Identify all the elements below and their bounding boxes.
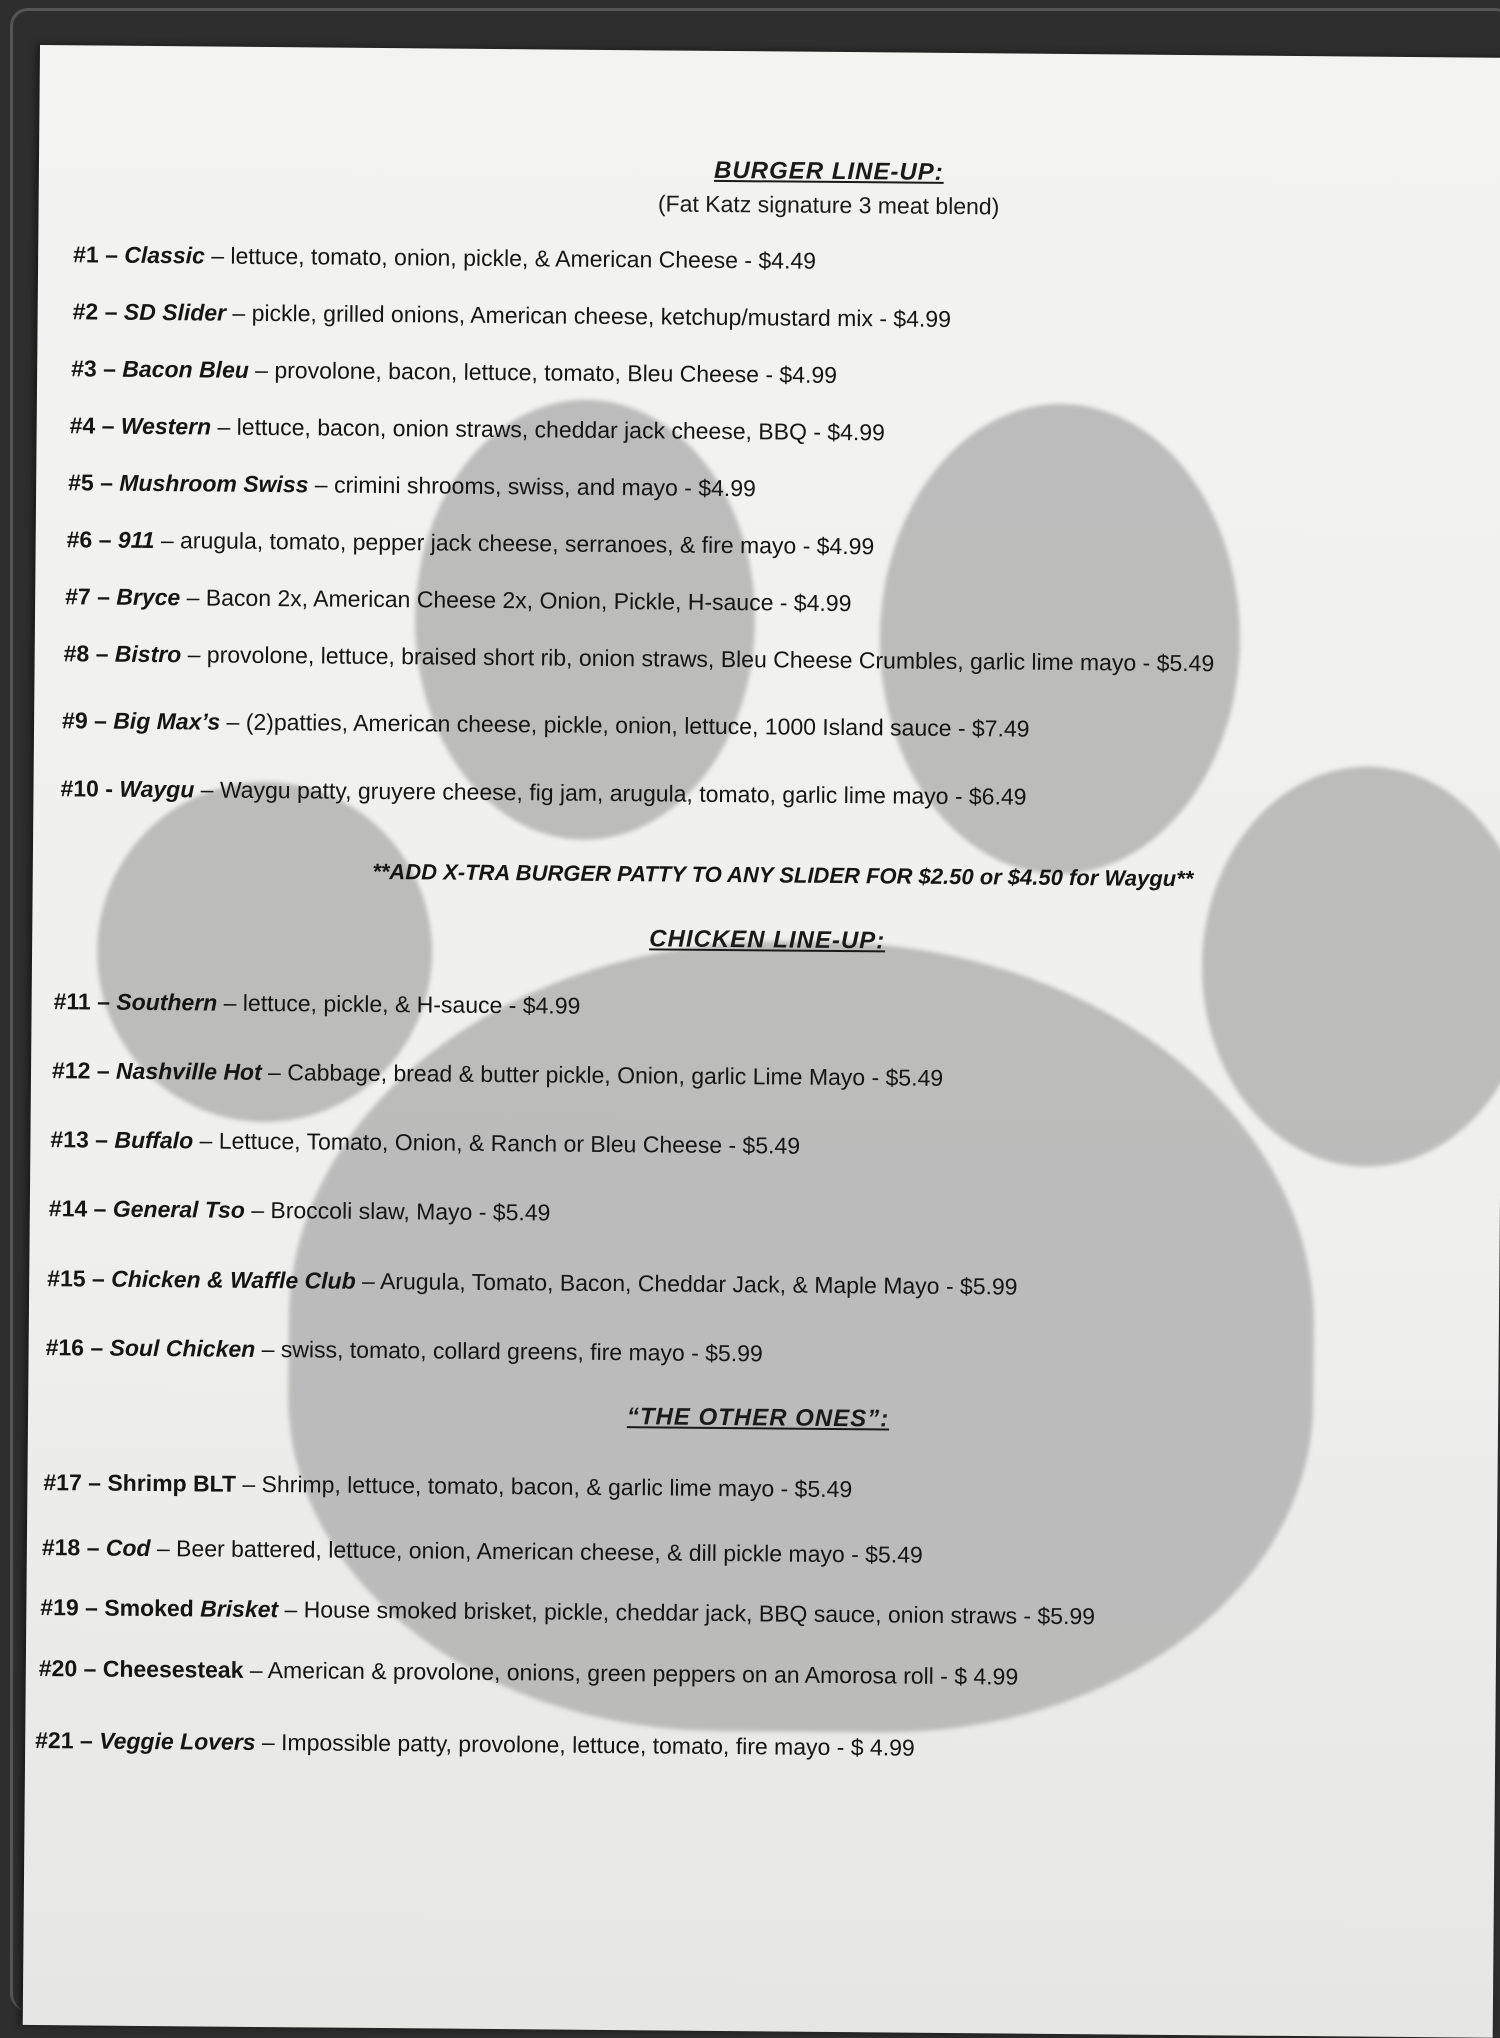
item-number: #18 – [42,1534,100,1561]
item-number: #5 – [68,469,113,495]
item-description: – Impossible patty, provolone, lettuce, tomato, fire mayo - $ 4.99 [262,1729,915,1761]
item-description: – Waygu patty, gruyere cheese, fig jam, arugula, tomato, garlic lime mayo - $6.49 [201,776,1027,809]
item-name: Soul Chicken [109,1335,255,1362]
item-number: #21 – [35,1727,93,1754]
item-number: #3 – [71,355,116,381]
item-name: Nashville Hot [116,1058,262,1085]
item-description: – crimini shrooms, swiss, and mayo - $4.99 [315,471,756,501]
item-description: – lettuce, bacon, onion straws, cheddar jack cheese, BBQ - $4.99 [217,414,885,446]
item-number: #10 - [60,775,113,801]
item-name: Bacon Bleu [122,356,249,383]
item-number: #16 – [46,1334,104,1361]
burger-section-subheading: (Fat Katz signature 3 meat blend) [379,188,1279,223]
item-name: Buffalo [114,1127,193,1154]
item-description: – Arugula, Tomato, Bacon, Cheddar Jack, & Maple Mayo - $5.99 [362,1268,1018,1300]
item-name: Bistro [115,641,182,668]
item-name: Big Max’s [113,708,220,735]
menu-item [73,241,816,274]
item-number: #12 – [52,1057,110,1084]
menu-item [43,1469,852,1503]
menu-item [62,707,1030,742]
item-name: Brisket [200,1595,278,1622]
item-number: #13 – [50,1126,108,1153]
item-number: #19 – Smoked [40,1594,194,1621]
item-description: – lettuce, tomato, onion, pickle, & American Cheese - $4.49 [211,243,816,274]
menu-item [68,469,756,502]
item-number: #8 – [64,640,109,666]
item-description: – American & provolone, onions, green peppers on an Amorosa roll - $ 4.99 [250,1657,1019,1690]
menu-sheet [23,45,1500,2038]
item-description: – swiss, tomato, collard greens, fire mayo - $5.99 [262,1336,763,1366]
item-description: – Cabbage, bread & butter pickle, Onion, garlic Lime Mayo - $5.49 [268,1059,943,1091]
item-name: Mushroom Swiss [119,470,308,498]
item-number: #9 – [62,707,107,733]
chicken-section-heading: CHICKEN LINE-UP: [317,922,1217,958]
item-description: – House smoked brisket, pickle, cheddar jack, BBQ sauce, onion straws - $5.99 [284,1596,1095,1629]
item-name: Veggie Lovers [99,1728,256,1755]
item-number: #20 – Cheesesteak [39,1655,244,1683]
menu-item [67,526,875,560]
item-description: – Broccoli slaw, Mayo - $5.49 [251,1197,550,1226]
menu-item [35,1727,915,1762]
item-number: #15 – [47,1265,105,1292]
menu-item [49,1195,551,1226]
item-description: – (2)patties, American cheese, pickle, onion, lettuce, 1000 Island sauce - $7.49 [226,709,1029,742]
item-number: #6 – [67,526,112,552]
paw-print-toe-watermark [413,398,757,841]
item-description: – provolone, lettuce, braised short rib, onion straws, Bleu Cheese Crumbles, garlic lime mayo - $5.49 [188,641,1215,676]
item-name: Cod [106,1535,151,1561]
item-number: #11 – [54,988,111,1014]
item-description: – provolone, bacon, lettuce, tomato, Bleu Cheese - $4.99 [255,357,837,388]
menu-item [46,1334,763,1367]
item-description: – Bacon 2x, American Cheese 2x, Onion, Pickle, H-sauce - $4.99 [187,584,852,616]
item-number: #14 – [49,1195,107,1222]
item-description: – Lettuce, Tomato, Onion, & Ranch or Bleu Cheese - $5.49 [199,1127,800,1158]
item-name: Waygu [119,776,194,803]
item-number: #7 – [65,583,110,609]
item-number: #4 – [70,412,115,438]
item-name: Bryce [116,584,180,611]
item-number: #1 – [73,241,118,267]
other-section-heading: “THE OTHER ONES”: [308,1400,1208,1436]
item-name: Chicken & Waffle Club [111,1266,356,1294]
burger-section-heading: BURGER LINE-UP: [379,154,1279,190]
item-description: – lettuce, pickle, & H-sauce - $4.99 [224,990,581,1019]
item-name: SD Slider [124,299,226,326]
item-description: – pickle, grilled onions, American cheese, ketchup/mustard mix - $4.99 [232,300,951,332]
item-name: Southern [116,989,217,1016]
item-number: #2 – [73,298,118,324]
menu-item [70,412,885,446]
menu-item [71,355,837,389]
menu-item [65,583,851,617]
paw-print-toe-watermark [1200,765,1500,1168]
item-name: 911 [118,527,155,553]
menu-item [73,298,951,333]
item-name: Western [121,413,212,440]
menu-item [54,988,581,1020]
item-number: #17 – Shrimp BLT [43,1469,236,1497]
menu-item [50,1126,800,1160]
item-description: – Beer battered, lettuce, onion, American cheese, & dill pickle mayo - $5.49 [157,1535,923,1568]
item-name: Classic [124,242,205,269]
item-name: General Tso [113,1196,245,1223]
extra-patty-note: **ADD X-TRA BURGER PATTY TO ANY SLIDER FOR $2.50 or $4.50 for Waygu** [233,858,1333,894]
item-description: – Shrimp, lettuce, tomato, bacon, & garlic lime mayo - $5.49 [242,1471,852,1502]
item-description: – arugula, tomato, pepper jack cheese, serranoes, & fire mayo - $4.99 [161,527,875,559]
